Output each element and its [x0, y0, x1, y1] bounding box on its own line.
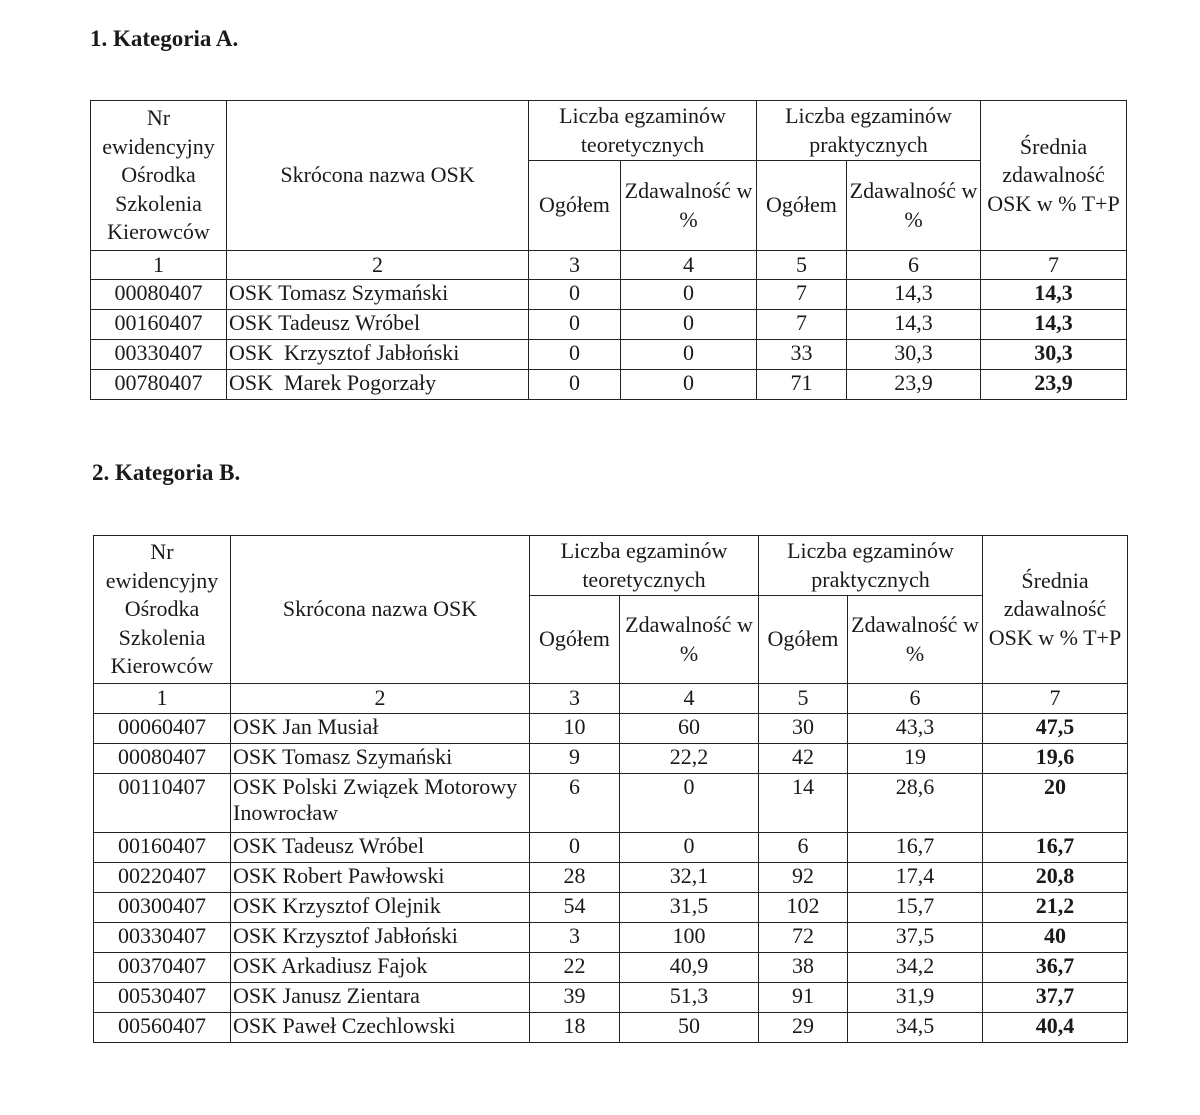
column-number: 6	[848, 684, 983, 714]
cell-average: 19,6	[983, 744, 1128, 774]
cell-name: OSK Jan Musiał	[231, 714, 530, 744]
cell-nr: 00080407	[91, 280, 227, 310]
cell-nr: 00160407	[91, 310, 227, 340]
table-row	[94, 714, 1128, 744]
cell-theory-pass-rate: 50	[620, 1013, 759, 1043]
cell-average: 47,5	[983, 714, 1128, 744]
cell-theory-total: 0	[529, 280, 621, 310]
cell-practice-total: 29	[759, 1013, 848, 1043]
column-number: 1	[91, 251, 227, 280]
cell-theory-total: 6	[530, 774, 620, 833]
header-practice: Liczba egzaminów praktycznych	[759, 536, 983, 596]
cell-practice-pass-rate: 34,2	[848, 953, 983, 983]
cell-name: OSK Krzysztof Jabłoński	[227, 340, 529, 370]
cell-practice-total: 6	[759, 833, 848, 863]
cell-name: OSK Krzysztof Olejnik	[231, 893, 530, 923]
header-nr: Nr ewidencyjny Ośrodka Szkolenia Kierowców	[94, 536, 231, 684]
cell-nr: 00080407	[94, 744, 231, 774]
cell-theory-total: 0	[529, 340, 621, 370]
cell-practice-pass-rate: 15,7	[848, 893, 983, 923]
cell-practice-total: 72	[759, 923, 848, 953]
cell-name: OSK Janusz Zientara	[231, 983, 530, 1013]
cell-theory-pass-rate: 0	[620, 774, 759, 833]
cell-theory-pass-rate: 0	[621, 310, 757, 340]
header-average: Średnia zdawalność OSK w % T+P	[983, 536, 1128, 684]
table-category-a	[90, 100, 1127, 400]
cell-practice-pass-rate: 43,3	[848, 714, 983, 744]
cell-practice-total: 42	[759, 744, 848, 774]
cell-name: OSK Tadeusz Wróbel	[227, 310, 529, 340]
cell-name: OSK Marek Pogorzały	[227, 370, 529, 400]
cell-theory-pass-rate: 0	[620, 833, 759, 863]
cell-theory-total: 22	[530, 953, 620, 983]
cell-theory-total: 0	[529, 310, 621, 340]
cell-theory-pass-rate: 60	[620, 714, 759, 744]
header-theory: Liczba egzaminów teoretycznych	[530, 536, 759, 596]
cell-practice-pass-rate: 30,3	[847, 340, 981, 370]
cell-name: OSK Tadeusz Wróbel	[231, 833, 530, 863]
table-row	[94, 774, 1128, 833]
cell-name: OSK Krzysztof Jabłoński	[231, 923, 530, 953]
cell-theory-total: 18	[530, 1013, 620, 1043]
cell-average: 40,4	[983, 1013, 1128, 1043]
header-practice-total: Ogółem	[757, 161, 847, 251]
header-theory-total: Ogółem	[529, 161, 621, 251]
cell-theory-total: 0	[529, 370, 621, 400]
column-number: 7	[983, 684, 1128, 714]
cell-practice-total: 14	[759, 774, 848, 833]
table-row	[94, 863, 1128, 893]
header-practice-total: Ogółem	[759, 596, 848, 684]
cell-theory-total: 0	[530, 833, 620, 863]
cell-theory-pass-rate: 0	[621, 340, 757, 370]
cell-name: OSK Robert Pawłowski	[231, 863, 530, 893]
table-row	[94, 744, 1128, 774]
header-theory-pass-rate: Zdawalność w %	[621, 161, 757, 251]
column-number: 1	[94, 684, 231, 714]
cell-theory-total: 54	[530, 893, 620, 923]
cell-average: 37,7	[983, 983, 1128, 1013]
cell-practice-total: 30	[759, 714, 848, 744]
cell-average: 14,3	[981, 310, 1127, 340]
cell-theory-total: 10	[530, 714, 620, 744]
column-number: 7	[981, 251, 1127, 280]
cell-nr: 00330407	[94, 923, 231, 953]
cell-average: 20,8	[983, 863, 1128, 893]
column-number: 6	[847, 251, 981, 280]
header-practice-pass-rate: Zdawalność w %	[848, 596, 983, 684]
column-number: 5	[759, 684, 848, 714]
cell-nr: 00300407	[94, 893, 231, 923]
cell-practice-pass-rate: 23,9	[847, 370, 981, 400]
column-number: 3	[530, 684, 620, 714]
table-category-b	[93, 535, 1128, 1043]
cell-practice-total: 92	[759, 863, 848, 893]
cell-nr: 00160407	[94, 833, 231, 863]
cell-nr: 00110407	[94, 774, 231, 833]
cell-theory-pass-rate: 31,5	[620, 893, 759, 923]
cell-theory-pass-rate: 32,1	[620, 863, 759, 893]
cell-average: 20	[983, 774, 1128, 833]
column-number: 4	[621, 251, 757, 280]
cell-practice-total: 7	[757, 310, 847, 340]
cell-name: OSK Tomasz Szymański	[227, 280, 529, 310]
cell-practice-pass-rate: 19	[848, 744, 983, 774]
table-row	[94, 1013, 1128, 1043]
table-row	[91, 340, 1127, 370]
cell-average: 14,3	[981, 280, 1127, 310]
cell-nr: 00370407	[94, 953, 231, 983]
table-row	[91, 310, 1127, 340]
section-b-title: 2. Kategoria B.	[92, 460, 241, 485]
cell-theory-pass-rate: 0	[621, 280, 757, 310]
header-theory: Liczba egzaminów teoretycznych	[529, 101, 757, 161]
cell-average: 21,2	[983, 893, 1128, 923]
column-number: 4	[620, 684, 759, 714]
cell-practice-pass-rate: 14,3	[847, 310, 981, 340]
cell-practice-total: 71	[757, 370, 847, 400]
cell-theory-total: 3	[530, 923, 620, 953]
cell-practice-total: 91	[759, 983, 848, 1013]
cell-theory-total: 39	[530, 983, 620, 1013]
cell-practice-total: 38	[759, 953, 848, 983]
column-number: 2	[227, 251, 529, 280]
cell-practice-pass-rate: 17,4	[848, 863, 983, 893]
cell-nr: 00330407	[91, 340, 227, 370]
cell-practice-pass-rate: 28,6	[848, 774, 983, 833]
header-nr: Nr ewidencyjny Ośrodka Szkolenia Kierowców	[91, 101, 227, 251]
cell-average: 40	[983, 923, 1128, 953]
cell-name: OSK Arkadiusz Fajok	[231, 953, 530, 983]
column-number: 2	[231, 684, 530, 714]
cell-theory-pass-rate: 40,9	[620, 953, 759, 983]
cell-practice-pass-rate: 37,5	[848, 923, 983, 953]
cell-theory-total: 9	[530, 744, 620, 774]
cell-practice-pass-rate: 34,5	[848, 1013, 983, 1043]
column-number: 3	[529, 251, 621, 280]
table-row	[94, 893, 1128, 923]
header-average: Średnia zdawalność OSK w % T+P	[981, 101, 1127, 251]
table-row	[91, 280, 1127, 310]
cell-nr: 00220407	[94, 863, 231, 893]
table-row	[91, 370, 1127, 400]
cell-practice-total: 7	[757, 280, 847, 310]
cell-practice-total: 102	[759, 893, 848, 923]
cell-nr: 00060407	[94, 714, 231, 744]
cell-average: 30,3	[981, 340, 1127, 370]
cell-average: 36,7	[983, 953, 1128, 983]
cell-practice-total: 33	[757, 340, 847, 370]
header-name: Skrócona nazwa OSK	[227, 101, 529, 251]
header-theory-total: Ogółem	[530, 596, 620, 684]
cell-theory-pass-rate: 51,3	[620, 983, 759, 1013]
table-row	[94, 833, 1128, 863]
column-number: 5	[757, 251, 847, 280]
table-row	[94, 953, 1128, 983]
cell-theory-total: 28	[530, 863, 620, 893]
cell-theory-pass-rate: 22,2	[620, 744, 759, 774]
cell-average: 16,7	[983, 833, 1128, 863]
header-theory-pass-rate: Zdawalność w %	[620, 596, 759, 684]
cell-practice-pass-rate: 31,9	[848, 983, 983, 1013]
cell-average: 23,9	[981, 370, 1127, 400]
cell-theory-pass-rate: 100	[620, 923, 759, 953]
cell-nr: 00560407	[94, 1013, 231, 1043]
header-name: Skrócona nazwa OSK	[231, 536, 530, 684]
header-practice: Liczba egzaminów praktycznych	[757, 101, 981, 161]
section-a-title: 1. Kategoria A.	[90, 26, 239, 51]
cell-practice-pass-rate: 16,7	[848, 833, 983, 863]
cell-theory-pass-rate: 0	[621, 370, 757, 400]
cell-name: OSK Paweł Czechlowski	[231, 1013, 530, 1043]
header-practice-pass-rate: Zdawalność w %	[847, 161, 981, 251]
table-row	[94, 923, 1128, 953]
cell-nr: 00530407	[94, 983, 231, 1013]
table-row	[94, 983, 1128, 1013]
cell-name: OSK Polski Związek Motorowy Inowrocław	[231, 774, 530, 833]
cell-nr: 00780407	[91, 370, 227, 400]
cell-name: OSK Tomasz Szymański	[231, 744, 530, 774]
cell-practice-pass-rate: 14,3	[847, 280, 981, 310]
